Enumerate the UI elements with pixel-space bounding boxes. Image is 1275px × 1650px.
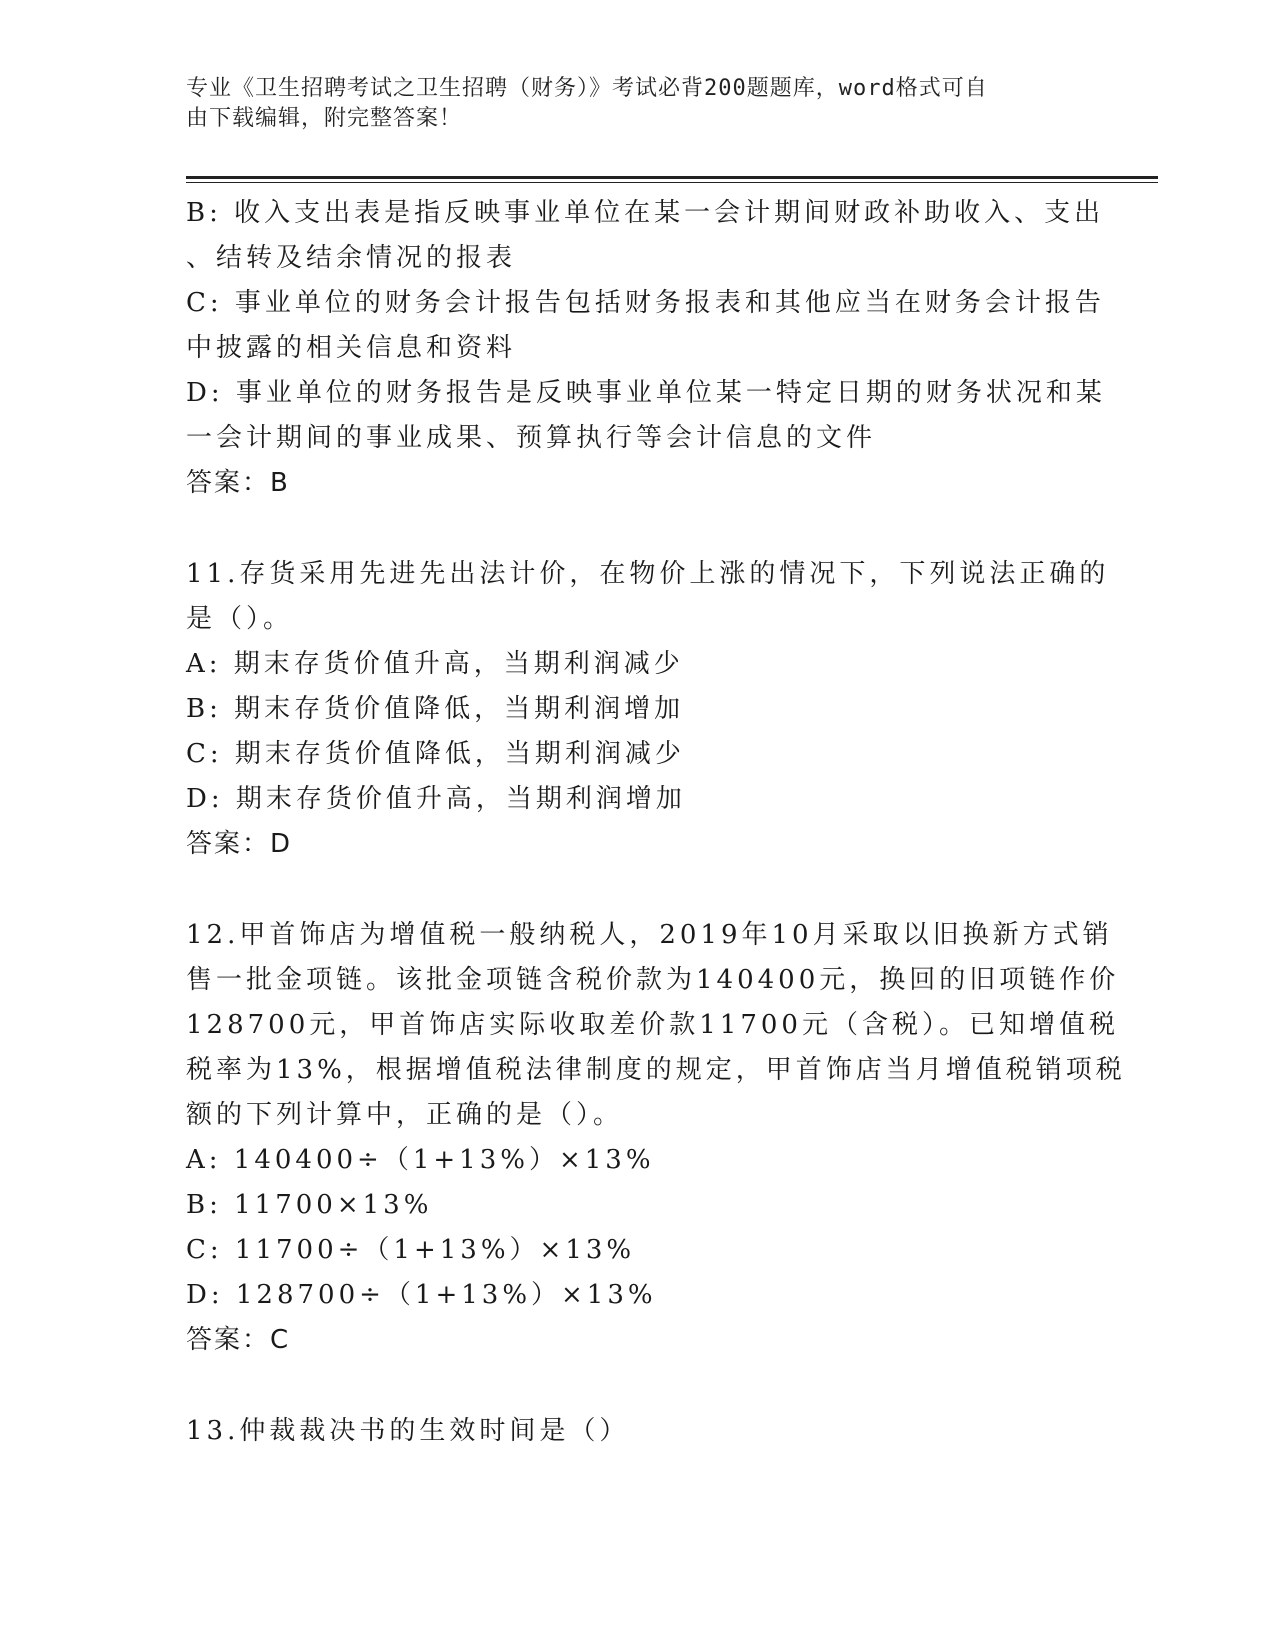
question-11-option-a: A: 期末存货价值升高，当期利润减少	[186, 649, 684, 679]
option-b-line-2: 、结转及结余情况的报表	[186, 243, 517, 273]
question-13	[186, 1409, 1076, 1454]
question-11-stem-1: 11.存货采用先进先出法计价，在物价上涨的情况下，下列说法正确的	[186, 559, 1110, 589]
header-divider-thin	[186, 182, 1158, 183]
option-c-line-2: 中披露的相关信息和资料	[186, 333, 517, 363]
option-d-line-2: 一会计期间的事业成果、预算执行等会计信息的文件	[186, 423, 877, 453]
question-10-tail	[186, 191, 1106, 506]
question-12-option-a: A: 140400÷（1+13%）×13%	[186, 1145, 655, 1175]
question-11-option-c: C: 期末存货价值降低，当期利润减少	[186, 739, 685, 769]
question-12	[186, 913, 1126, 1363]
question-12-stem-1: 12.甲首饰店为增值税一般纳税人，2019年10月采取以旧换新方式销	[186, 920, 1113, 950]
question-12-stem-5: 额的下列计算中，正确的是（）。	[186, 1100, 624, 1130]
header-line-1: 专业《卫生招聘考试之卫生招聘（财务）》考试必背200题题库，word格式可自	[186, 76, 988, 101]
question-11-option-b: B: 期末存货价值降低，当期利润增加	[186, 694, 685, 724]
question-11	[186, 552, 1110, 867]
option-b-line-1: B: 收入支出表是指反映事业单位在某一会计期间财政补助收入、支出	[186, 198, 1105, 228]
document-header	[186, 74, 1066, 134]
answer-10: 答案：B	[186, 468, 290, 498]
question-12-stem-4: 税率为13%，根据增值税法律制度的规定，甲首饰店当月增值税销项税	[186, 1055, 1126, 1085]
spacer	[186, 1363, 1076, 1409]
answer-11: 答案：D	[186, 829, 293, 859]
header-divider-thick	[186, 176, 1158, 179]
question-12-stem-2: 售一批金项链。该批金项链含税价款为140400元，换回的旧项链作价	[186, 965, 1120, 995]
option-d-line-1: D: 事业单位的财务报告是反映事业单位某一特定日期的财务状况和某	[186, 378, 1106, 408]
question-11-stem-2: 是（）。	[186, 604, 294, 634]
question-11-option-d: D: 期末存货价值升高，当期利润增加	[186, 784, 686, 814]
question-12-option-b: B: 11700×13%	[186, 1190, 433, 1220]
question-13-stem-1: 13.仲裁裁决书的生效时间是（）	[186, 1416, 630, 1446]
question-12-stem-3: 128700元，甲首饰店实际收取差价款11700元（含税）。已知增值税	[186, 1010, 1119, 1040]
answer-12: 答案：C	[186, 1325, 291, 1355]
question-list	[186, 191, 1126, 1454]
spacer	[186, 867, 1076, 913]
question-12-option-c: C: 11700÷（1+13%）×13%	[186, 1235, 636, 1265]
header-line-2: 由下载编辑，附完整答案！	[186, 106, 463, 131]
spacer	[186, 506, 1076, 552]
option-c-line-1: C: 事业单位的财务会计报告包括财务报表和其他应当在财务会计报告	[186, 288, 1105, 318]
question-12-option-d: D: 128700÷（1+13%）×13%	[186, 1280, 657, 1310]
